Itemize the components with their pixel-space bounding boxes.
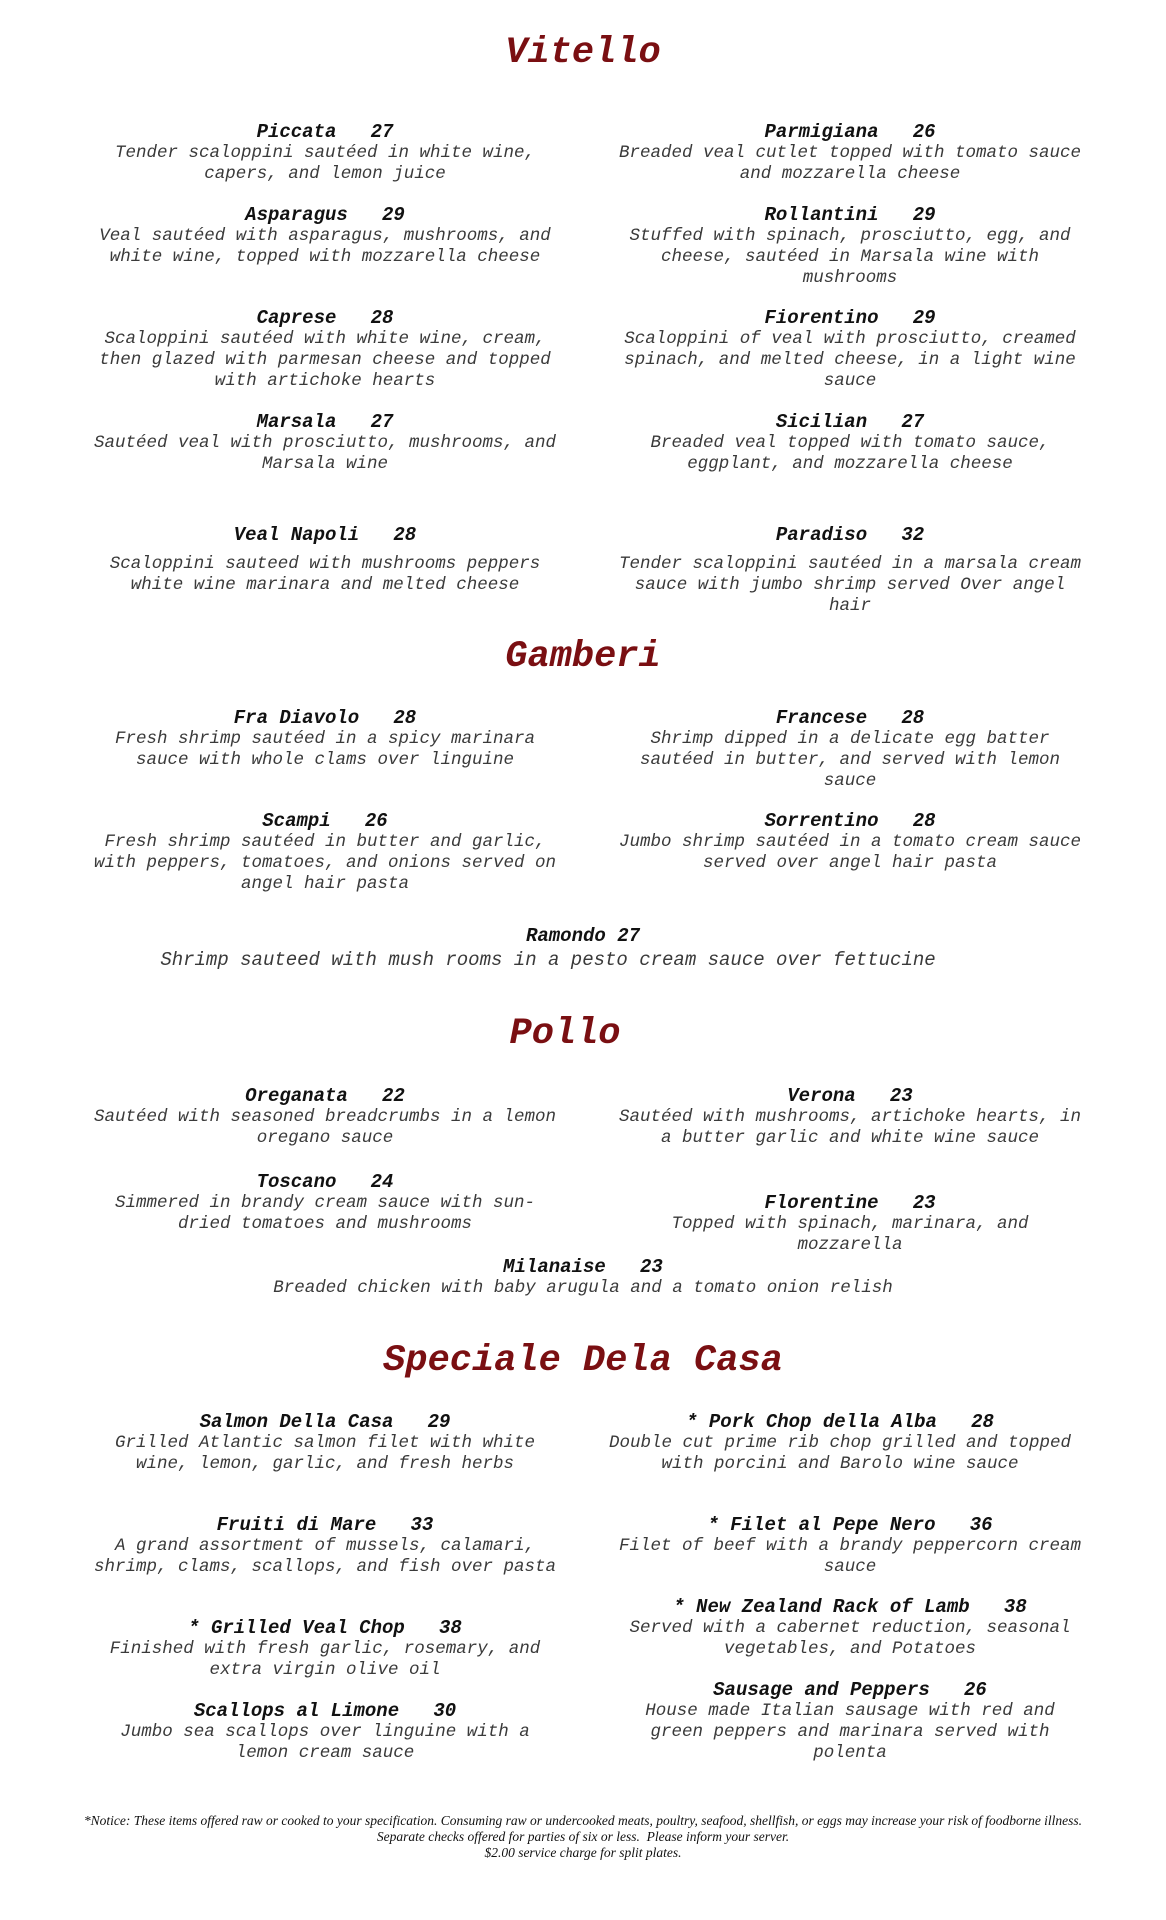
item-description: Finished with fresh garlic, rosemary, and extra virgin olive oil	[109, 1639, 541, 1680]
menu-item-rollantini	[615, 204, 1085, 289]
item-name: Parmigiana 26	[764, 121, 936, 143]
item-description: Shrimp sauteed with mush rooms in a pesto cream sauce over fettucine	[160, 949, 936, 971]
menu-item-parmigiana	[615, 121, 1085, 185]
item-name: Florentine 23	[764, 1192, 936, 1214]
item-description: A grand assortment of mussels, calamari, shrimp, clams, scallops, and fish over pasta	[93, 1536, 557, 1577]
item-name: Paradiso 32	[775, 524, 925, 546]
item-description: Tender scaloppini sautéed in white wine, capers, and lemon juice	[114, 143, 536, 184]
section-title-gamberi: Gamberi	[505, 636, 661, 678]
menu-item-rack-of-lamb	[615, 1596, 1085, 1660]
item-description: Sautéed with mushrooms, artichoke hearts, in a butter garlic and white wine sauce	[618, 1107, 1082, 1148]
item-name: Sicilian 27	[775, 411, 925, 433]
item-name: Salmon Della Casa 29	[199, 1411, 451, 1433]
notice-line: Separate checks offered for parties of six or less. Please inform your server.	[376, 1829, 790, 1844]
item-description: Shrimp dipped in a delicate egg batter sautéed in butter, and served with lemon sauce	[639, 729, 1061, 791]
item-description: Jumbo shrimp sautéed in a tomato cream sauce served over angel hair pasta	[618, 832, 1082, 873]
menu-item-florentine	[615, 1192, 1085, 1256]
menu-item-sausage-and-peppers	[615, 1679, 1085, 1764]
item-description: Stuffed with spinach, prosciutto, egg, and cheese, sautéed in Marsala wine with mushrooms	[629, 226, 1071, 288]
item-name: Rollantini 29	[764, 204, 936, 226]
item-name: Milanaise 23	[503, 1256, 663, 1278]
item-description: Simmered in brandy cream sauce with sun-dried tomatoes and mushrooms	[114, 1193, 536, 1234]
item-description: Jumbo sea scallops over linguine with a lemon cream sauce	[120, 1722, 530, 1763]
menu-item-francese	[615, 707, 1085, 792]
item-description: House made Italian sausage with red and green peppers and marinara served with polenta	[645, 1701, 1055, 1763]
item-name: Asparagus 29	[245, 204, 405, 226]
menu-item-fiorentino	[615, 307, 1085, 392]
menu-item-filet-al-pepe-nero	[615, 1514, 1085, 1578]
item-name: Ramondo 27	[525, 925, 641, 947]
notice-line: *Notice: These items offered raw or cooked to your specification. Consuming raw or undercooked meats, poultry, seafood, shellfish, or eggs may increase your risk of foodborne illness.	[83, 1813, 1083, 1828]
menu-item-verona	[615, 1085, 1085, 1149]
item-name: * Pork Chop della Alba 28	[686, 1411, 994, 1433]
item-name: Sorrentino 28	[764, 810, 936, 832]
item-name: Veal Napoli 28	[233, 524, 417, 546]
item-description: Tender scaloppini sautéed in a marsala cream sauce with jumbo shrimp served Over angel hair	[618, 554, 1082, 616]
item-name: * Grilled Veal Chop 38	[188, 1617, 462, 1639]
item-name: Piccata 27	[256, 121, 394, 143]
menu-item-milanaise	[60, 1256, 1106, 1299]
item-description: Fresh shrimp sautéed in butter and garlic, with peppers, tomatoes, and onions served on angel hair pasta	[93, 832, 557, 894]
notice	[60, 1813, 1106, 1861]
menu-item-marsala	[90, 411, 560, 475]
section-title-speciale: Speciale Dela Casa	[383, 1340, 783, 1382]
menu-item-paradiso	[615, 524, 1085, 617]
item-description: Sautéed veal with prosciutto, mushrooms, and Marsala wine	[93, 433, 557, 474]
notice-line: $2.00 service charge for split plates.	[484, 1845, 682, 1860]
item-description: Fresh shrimp sautéed in a spicy marinara sauce with whole clams over linguine	[114, 729, 536, 770]
menu-item-pork-chop	[605, 1411, 1075, 1475]
menu-item-piccata	[90, 121, 560, 185]
item-name: Fiorentino 29	[764, 307, 936, 329]
menu-item-ramondo	[60, 925, 1106, 971]
item-description: Served with a cabernet reduction, seasonal vegetables, and Potatoes	[629, 1618, 1071, 1659]
item-description: Sautéed with seasoned breadcrumbs in a lemon oregano sauce	[93, 1107, 557, 1148]
item-description: Grilled Atlantic salmon filet with white wine, lemon, garlic, and fresh herbs	[114, 1433, 536, 1474]
section-title-vitello: Vitello	[505, 32, 661, 74]
menu-item-asparagus	[90, 204, 560, 268]
menu-item-sicilian	[615, 411, 1085, 475]
item-description: Scaloppini sautéed with white wine, cream, then glazed with parmesan cheese and topped with artichoke hearts	[99, 329, 551, 391]
item-name: Fra Diavolo 28	[233, 707, 417, 729]
item-description: Scaloppini sauteed with mushrooms peppers white wine marinara and melted cheese	[109, 554, 541, 595]
menu-item-toscano	[90, 1171, 560, 1235]
item-name: * Filet al Pepe Nero 36	[707, 1514, 993, 1536]
menu-item-caprese	[90, 307, 560, 392]
item-description: Scaloppini of veal with prosciutto, creamed spinach, and melted cheese, in a light wine sauce	[624, 329, 1076, 391]
menu-item-oreganata	[90, 1085, 560, 1149]
item-description: Breaded chicken with baby arugula and a tomato onion relish	[273, 1278, 893, 1298]
item-name: Oreganata 22	[245, 1085, 405, 1107]
menu-item-salmon-della-casa	[90, 1411, 560, 1475]
item-name: * New Zealand Rack of Lamb 38	[673, 1596, 1027, 1618]
item-name: Francese 28	[775, 707, 925, 729]
item-name: Fruiti di Mare 33	[216, 1514, 434, 1536]
menu-item-scallops-al-limone	[90, 1700, 560, 1764]
item-name: Scallops al Limone 30	[193, 1700, 457, 1722]
item-name: Scampi 26	[262, 810, 388, 832]
menu-item-fruiti-di-mare	[90, 1514, 560, 1578]
menu-item-scampi	[90, 810, 560, 895]
item-description: Breaded veal topped with tomato sauce, eggplant, and mozzarella cheese	[650, 433, 1050, 474]
item-description: Filet of beef with a brandy peppercorn cream sauce	[618, 1536, 1082, 1577]
section-title-pollo: Pollo	[509, 1013, 621, 1055]
menu-item-sorrentino	[615, 810, 1085, 874]
item-name: Marsala 27	[256, 411, 394, 433]
item-name: Toscano 24	[256, 1171, 394, 1193]
menu-item-fra-diavolo	[90, 707, 560, 771]
item-description: Veal sautéed with asparagus, mushrooms, and white wine, topped with mozzarella cheese	[99, 226, 551, 267]
item-description: Topped with spinach, marinara, and mozzarella	[671, 1214, 1029, 1255]
item-description: Double cut prime rib chop grilled and topped with porcini and Barolo wine sauce	[608, 1433, 1072, 1474]
menu-item-grilled-veal-chop	[90, 1617, 560, 1681]
item-name: Verona 23	[787, 1085, 913, 1107]
menu-item-veal-napoli	[90, 524, 560, 596]
item-name: Caprese 28	[256, 307, 394, 329]
item-name: Sausage and Peppers 26	[713, 1679, 987, 1701]
item-description: Breaded veal cutlet topped with tomato sauce and mozzarella cheese	[618, 143, 1082, 184]
